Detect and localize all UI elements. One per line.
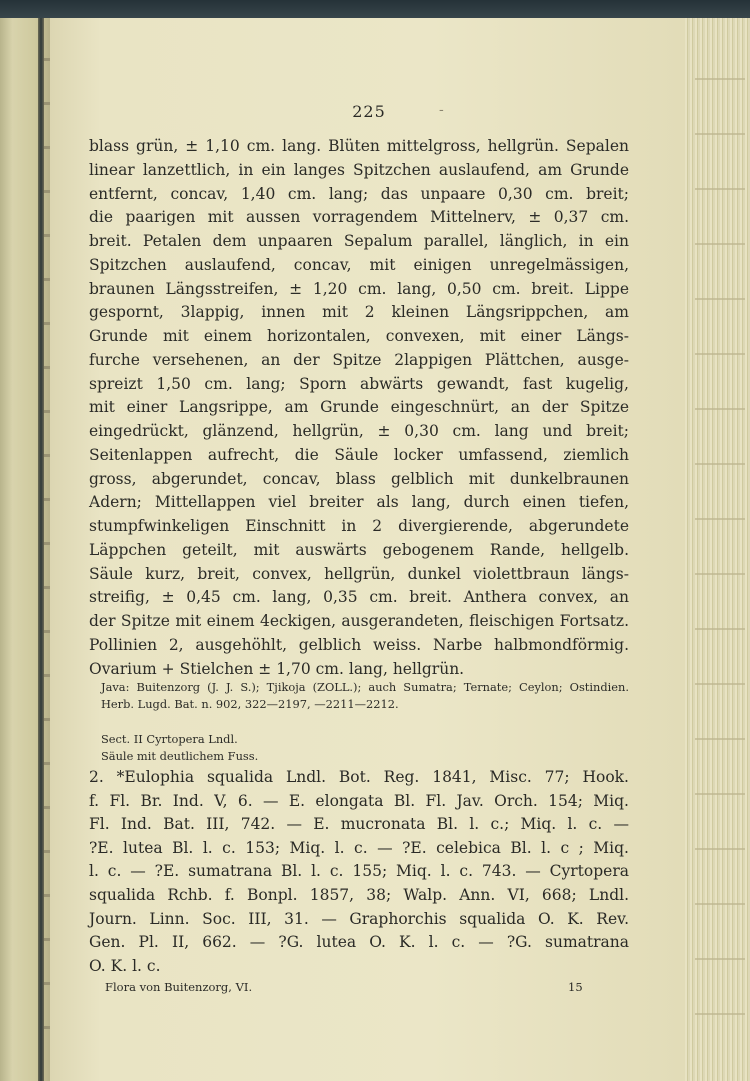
paragraph-line: eingedrückt, glänzend, hellgrün, ± 0,30 cm. lang und breit; xyxy=(89,422,629,440)
book-page xyxy=(50,18,685,1081)
species-line: Journ. Linn. Soc. III, 31. — Graphorchis squalida O. K. Rev. xyxy=(89,909,629,928)
section-line: Säule mit deutlichem Fuss. xyxy=(101,749,259,763)
paragraph-line: linear lanzettlich, in ein langes Spitzchen auslaufend, am Grunde xyxy=(89,160,629,179)
paragraph-line: die paarigen mit aussen vorragendem Mittelnerv, ± 0,37 cm. xyxy=(89,208,629,227)
paragraph-line: entfernt, concav, 1,40 cm. lang; das unpaare 0,30 cm. breit; xyxy=(89,184,629,203)
species-line: f. Fl. Br. Ind. V, 6. — E. elongata Bl. Fl. Jav. Orch. 154; Miq. xyxy=(89,791,629,810)
species-line: Fl. Ind. Bat. III, 742. — E. mucronata Bl. l. c.; Miq. l. c. — xyxy=(89,815,629,834)
description-paragraph xyxy=(89,135,629,681)
species-line: ?E. lutea Bl. l. c. 153; Miq. l. c. — ?E. celebica Bl. l. c ; Miq. xyxy=(89,838,629,857)
paragraph-line: spreizt 1,50 cm. lang; Sporn abwärts gewandt, fast kugelig, xyxy=(89,374,629,393)
paragraph-line: gross, abgerundet, concav, blass gelblich mit dunkelbraunen xyxy=(89,469,629,488)
specimen-line: Java: Buitenzorg (J. J. S.); Tjikoja (ZOLL.); auch Sumatra; Ternate; Ceylon; Ostindien. xyxy=(101,680,629,694)
paragraph-line: der Spitze mit einem 4eckigen, ausgerandeten, fleischigen Fortsatz. xyxy=(89,612,629,630)
paragraph-line: stumpfwinkeligen Einschnitt in 2 divergierende, abgerundete xyxy=(89,517,629,535)
species-entry xyxy=(89,766,629,978)
paragraph-line: breit. Petalen dem unpaaren Sepalum parallel, länglich, in ein xyxy=(89,232,629,250)
paragraph-line: mit einer Langsrippe, am Grunde eingeschnürt, an der Spitze xyxy=(89,398,629,417)
species-line: squalida Rchb. f. Bonpl. 1857, 38; Walp. Ann. VI, 668; Lndl. xyxy=(89,885,629,904)
paragraph-line: Seitenlappen aufrecht, die Säule locker umfassend, ziemlich xyxy=(89,445,629,464)
footer-sheet-number: 15 xyxy=(568,980,583,994)
paragraph-line: Adern; Mittellappen viel breiter als lang, durch einen tiefen, xyxy=(89,493,629,512)
section-heading xyxy=(101,731,629,765)
paragraph-line: Läppchen geteilt, mit auswärts gebogenem Rande, hellgelb. xyxy=(89,540,629,559)
specimen-records xyxy=(101,679,629,713)
paragraph-line: blass grün, ± 1,10 cm. lang. Blüten mittelgross, hellgrün. Sepalen xyxy=(89,137,629,155)
paragraph-line: Grunde mit einem horizontalen, convexen, mit einer Längs- xyxy=(89,327,629,345)
paragraph-line: Säule kurz, breit, convex, hellgrün, dunkel violettbraun längs- xyxy=(89,564,629,583)
paragraph-line: Spitzchen auslaufend, concav, mit einigen unregelmässigen, xyxy=(89,255,629,274)
page-mark: - xyxy=(439,102,444,118)
paragraph-line: Ovarium + Stielchen ± 1,70 cm. lang, hellgrün. xyxy=(89,659,465,678)
paragraph-line: braunen Längsstreifen, ± 1,20 cm. lang, 0,50 cm. breit. Lippe xyxy=(89,279,629,298)
page-number: 225 xyxy=(352,102,386,121)
specimen-line: Herb. Lugd. Bat. n. 902, 322—2197, —2211—2212. xyxy=(101,697,399,711)
page-edge-marks xyxy=(695,78,745,1038)
paragraph-line: furche versehenen, an der Spitze 2lappigen Plättchen, ausge- xyxy=(89,350,629,369)
paragraph-line: streifig, ± 0,45 cm. lang, 0,35 cm. breit. Anthera convex, an xyxy=(89,588,629,607)
paragraph-line: gespornt, 3lappig, innen mit 2 kleinen Längsrippchen, am xyxy=(89,303,629,322)
species-line: l. c. — ?E. sumatrana Bl. l. c. 155; Miq. l. c. 743. — Cyrtopera xyxy=(89,862,629,881)
page-stack-edge xyxy=(685,18,750,1081)
section-line: Sect. II Cyrtopera Lndl. xyxy=(101,732,238,746)
species-line: Gen. Pl. II, 662. — ?G. lutea O. K. l. c. — ?G. sumatrana xyxy=(89,933,629,952)
species-line: 2. *Eulophia squalida Lndl. Bot. Reg. 1841, Misc. 77; Hook. xyxy=(89,768,629,786)
species-line: O. K. l. c. xyxy=(89,956,161,975)
paragraph-line: Pollinien 2, ausgehöhlt, gelblich weiss. Narbe halbmondförmig. xyxy=(89,635,629,654)
footer-signature: Flora von Buitenzorg, VI. xyxy=(105,980,253,994)
book-spine-edge xyxy=(0,18,50,1081)
